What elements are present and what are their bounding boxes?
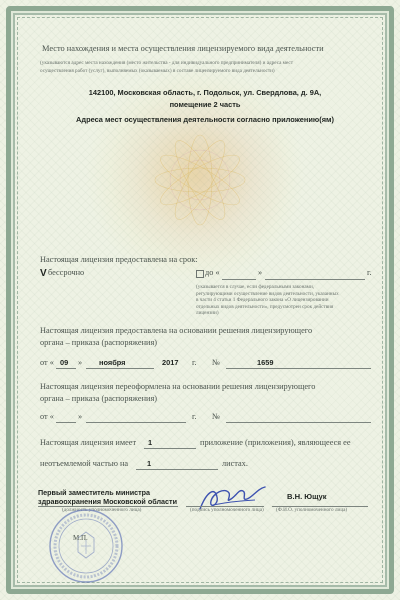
term-note-line-1: (указывается в случае, если федеральными законами, bbox=[196, 284, 315, 290]
reissue-text-2: органа – приказа (распоряжения) bbox=[40, 394, 158, 403]
sheets-prefix: неотъемлемой частью на bbox=[40, 459, 129, 468]
basis-from-prefix: от « bbox=[40, 358, 54, 367]
official-seal-icon bbox=[48, 508, 124, 584]
address-line-2: помещение 2 часть bbox=[169, 100, 241, 109]
appendix-count: 1 bbox=[148, 438, 153, 447]
term-note-line-4: отдельных видов деятельности», предусмотрен срок действия bbox=[196, 303, 334, 310]
reissue-year-suffix: г. bbox=[192, 412, 197, 421]
basis-year: 2017 bbox=[162, 358, 179, 367]
term-day-line bbox=[222, 279, 256, 280]
location-title: Место нахождения и места осуществления лицензируемого вида деятельности bbox=[42, 44, 324, 53]
reissue-from-prefix: от « bbox=[40, 412, 54, 421]
term-label: Настоящая лицензия предоставлена на срок: bbox=[40, 255, 198, 264]
term-year-suffix: г. bbox=[367, 268, 372, 277]
address-line-3: Адреса мест осуществления деятельности согласно приложению(ям) bbox=[76, 115, 334, 124]
term-check-mark: V bbox=[40, 268, 47, 279]
signer-position-1: Первый заместитель министра bbox=[38, 488, 151, 497]
term-until-checkbox bbox=[196, 270, 204, 278]
position-caption: (должность уполномоченного лица) bbox=[62, 507, 142, 513]
signer-name: В.Н. Ющук bbox=[287, 492, 327, 501]
term-note-line-5: лицензии) bbox=[196, 310, 219, 316]
basis-number-line bbox=[226, 368, 371, 369]
term-note bbox=[196, 284, 371, 317]
stamp-label: М.П. bbox=[73, 534, 88, 542]
basis-month-line bbox=[86, 368, 154, 369]
basis-day: 09 bbox=[60, 358, 69, 367]
basis-month: ноября bbox=[99, 358, 126, 367]
term-indefinite: бессрочно bbox=[48, 268, 85, 277]
reissue-text-1: Настоящая лицензия переоформлена на основании решения лицензирующего bbox=[40, 382, 316, 391]
appendix-prefix: Настоящая лицензия имеет bbox=[40, 438, 137, 447]
basis-number-label: № bbox=[212, 358, 220, 367]
sheets-suffix: листах. bbox=[222, 459, 248, 468]
term-until-quote: » bbox=[258, 268, 263, 277]
basis-number: 1659 bbox=[257, 358, 274, 367]
reissue-quote-close: » bbox=[78, 412, 83, 421]
name-caption: (Ф.И.О. уполномоченного лица) bbox=[276, 507, 348, 513]
reissue-number-label: № bbox=[212, 412, 220, 421]
term-date-line bbox=[265, 279, 365, 280]
basis-day-line bbox=[56, 368, 76, 369]
sign-caption: (подпись уполномоченного лица) bbox=[190, 507, 264, 513]
rosette-ornament-icon bbox=[150, 130, 250, 230]
basis-text-1: Настоящая лицензия предоставлена на основании решения лицензирующего bbox=[40, 326, 313, 335]
appendix-count-line bbox=[144, 448, 196, 449]
term-note-line-2: регулирующими осуществление видов деятельности, указанных bbox=[196, 290, 339, 297]
location-note-1: (указываются адрес места нахождения (место жительства - для индивидуального предпринимателя) и адреса мест bbox=[40, 60, 293, 66]
sheets-count-line bbox=[136, 469, 218, 470]
appendix-suffix: приложение (приложения), являющееся ее bbox=[200, 438, 351, 447]
term-note-line-3: в части 4 статьи 1 Федерального закона «О лицензировании bbox=[196, 297, 329, 303]
address-line-1: 142100, Московская область, г. Подольск, ул. Свердлова, д. 9А, bbox=[88, 88, 322, 97]
signer-position-2: здравоохранения Московской области bbox=[38, 497, 177, 506]
reissue-number-line bbox=[226, 422, 371, 423]
sheets-count: 1 bbox=[147, 459, 152, 468]
basis-year-suffix: г. bbox=[192, 358, 197, 367]
location-note-2: осуществления работ (услуг), выполняемых (оказываемых) в составе лицензируемого вида деятельности) bbox=[40, 68, 275, 74]
reissue-day-line bbox=[56, 422, 76, 423]
reissue-date-line bbox=[86, 422, 186, 423]
term-until-prefix: до « bbox=[205, 268, 220, 277]
basis-text-2: органа – приказа (распоряжения) bbox=[40, 338, 158, 347]
basis-quote-close: » bbox=[78, 358, 83, 367]
